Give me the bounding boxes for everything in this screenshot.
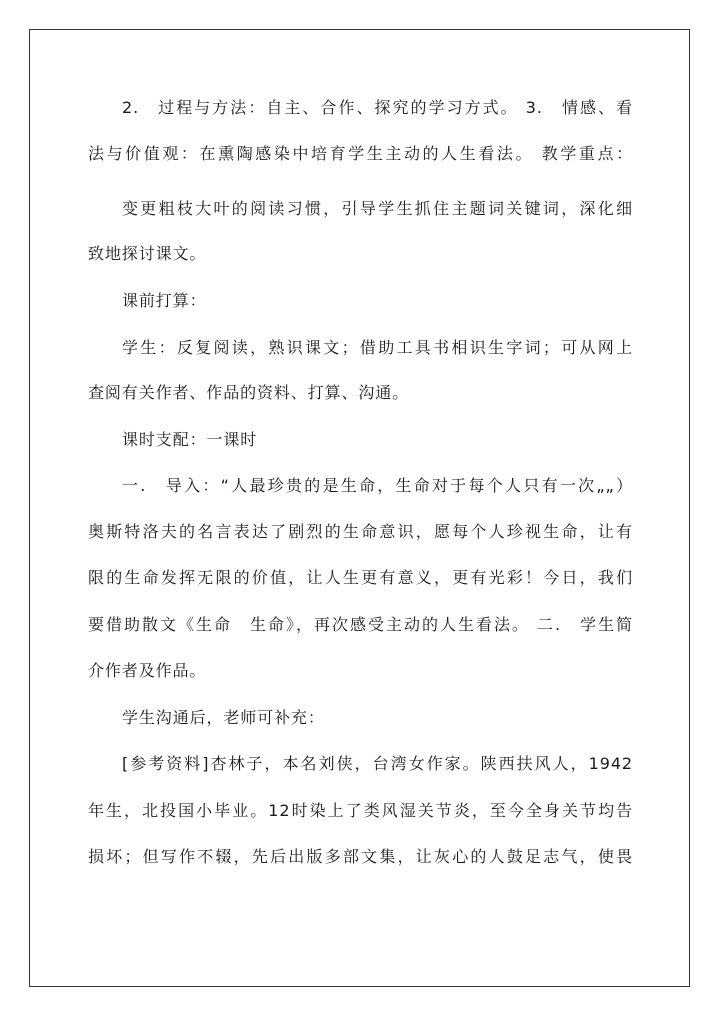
text-line: 2. 过程与方法：自主、合作、探究的学习方式。 3. 情感、看 bbox=[122, 98, 633, 117]
text-line: 法与价值观：在熏陶感染中培育学生主动的人生看法。 教学重点： bbox=[88, 144, 633, 163]
text-line: 致地探讨课文。 bbox=[88, 244, 207, 263]
text-line: 损坏；但写作不辍，先后出版多部文集，让灰心的人鼓足志气，使畏 bbox=[88, 847, 633, 866]
text-line: [参考资料]杏林子，本名刘侠，台湾女作家。陕西扶风人，1942 bbox=[122, 754, 633, 773]
text-line: 学生：反复阅读，熟识课文；借助工具书相识生字词；可从网上 bbox=[122, 338, 633, 357]
text-line: 变更粗枝大叶的阅读习惯，引导学生抓住主题词关键词，深化细 bbox=[122, 199, 633, 218]
text-line: 学生沟通后，老师可补充： bbox=[122, 708, 325, 727]
text-line: 限的生命发挥无限的价值，让人生更有意义，更有光彩！今日，我们 bbox=[88, 568, 633, 587]
text-line: 课时支配：一课时 bbox=[122, 430, 258, 449]
text-line: 查阅有关作者、作品的资料、打算、沟通。 bbox=[88, 383, 410, 402]
page-border bbox=[29, 29, 690, 987]
text-line: 奥斯特洛夫的名言表达了剧烈的生命意识，愿每个人珍视生命，让有 bbox=[88, 522, 633, 541]
text-line: 介作者及作品。 bbox=[88, 661, 207, 680]
text-line: 年生，北投国小毕业。12时染上了类风湿关节炎，至今全身关节均告 bbox=[88, 801, 633, 820]
text-line: 课前打算： bbox=[122, 291, 207, 310]
text-line: 要借助散文《生命 生命》，再次感受主动的人生看法。 二. 学生简 bbox=[88, 615, 633, 634]
text-line: 一. 导入：“人最珍贵的是生命，生命对于每个人只有一次„„） bbox=[122, 476, 633, 495]
